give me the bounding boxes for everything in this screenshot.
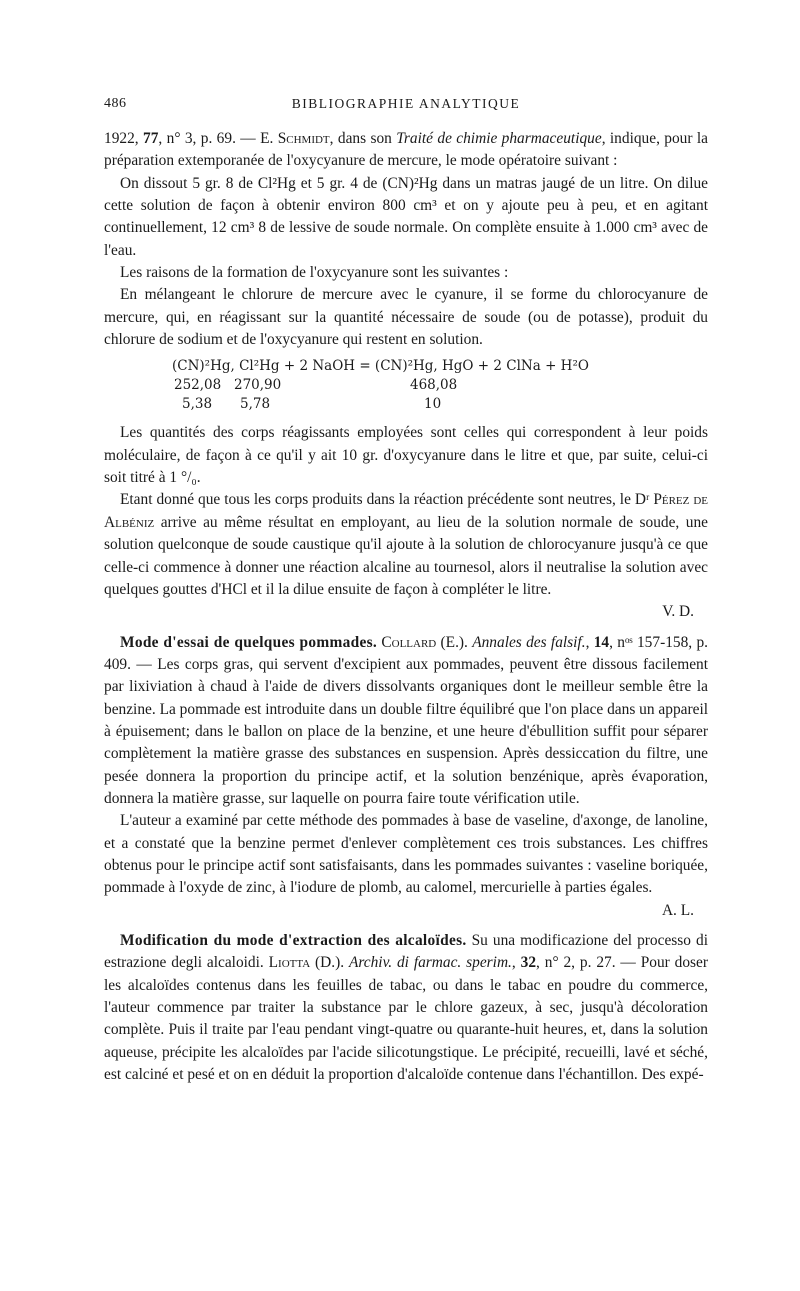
equation-line: (CN)²Hg, Cl²Hg + 2 NaOH = (CN)²Hg, HgO + 2 ClNa + H²O [172, 358, 589, 375]
article2-results: L'auteur a examiné par cette méthode des pommades à base de vaseline, d'axonge, de lanoline, et a constaté que la benzine permet d'enlever complètement ces trois substances. Les chiffres obtenus pour le principe actif sont satisfaisants, dans les pommades suivantes : vaseline boriquée, pommade à l'oxyde de zinc, à l'iodure de plomb, au calomel, mercurielle à parties égales. [104, 812, 708, 897]
book-title: Traité de chimie pharmaceutique [396, 130, 602, 147]
article2-signature: A. L. [661, 901, 694, 919]
equation-qty-3: 10 [424, 396, 442, 413]
article2-title: Mode d'essai de quelques pommades. [120, 633, 378, 651]
article3-body: Modification du mode d'extraction des alcaloïdes. Su una modificazione del processo di estrazione degli alcaloidi. Liotta (D.). Archiv. di farmac. sperim., 32, n° 2, p. 27. — Pour doser les alcaloïdes contenus dans les feuilles de tabac, ou dans le tabac en poudre du commerce, l'auteur commence par traiter la substance par le chlore gazeux, à sec, jusqu'à décoloration complète. Puis il traite par l'eau pendant vingt-quatre ou quarante-huit heures, et, dans la solution aqueuse, précipite les alcaloïdes par l'acide silicotungstique. Le précipité, recueilli, lavé et séché, est calciné et pesé et on en déduit la proportion d'alcaloïde contenue dans l'échantillon. Des expé- [104, 932, 708, 1084]
chemical-equation [104, 357, 708, 414]
article1-reasons: Les raisons de la formation de l'oxycyanure sont les suivantes : [120, 264, 509, 282]
article1-explanation: En mélangeant le chlorure de mercure avec le cyanure, il se forme du chlorocyanure de mercure, qui, en réagissant sur la quantité nécessaire de soude (ou de potasse), produit du chlorure de sodium et de l'oxycyanure qui restent en solution. [104, 286, 708, 349]
equation-qty-1: 5,38 [182, 396, 213, 413]
article1-quantities: Les quantités des corps réagissants employées sont celles qui correspondent à leur poids moléculaire, de façon à ce qu'il y ait 10 gr. d'oxycyanure dans le litre et que, par suite, celui-ci soit titré à 1 °/₀. [104, 424, 708, 487]
page-number: 486 [104, 96, 127, 111]
equation-weight-2: 270,90 [234, 377, 282, 394]
equation-weight-3: 468,08 [410, 377, 458, 394]
author-name: Collard [381, 633, 437, 651]
article2-body: Mode d'essai de quelques pommades. Collard (E.). Annales des falsif., 14, nᵒˢ 157-158, p. 409. — Les corps gras, qui servent d'excipient aux pommades, peuvent être dissous facilement par lixiviation à chaud à l'aide de divers dissolvants organiques dont le meilleur semble être la benzine. La pommade est introduite dans un double filtre équilibré que l'on place dans un appareil à épuisement; dans le ballon on place de la benzine, et une heure d'ébullition suffit pour séparer complètement la matière grasse des substances en suspension. Après dessiccation du filtre, une pesée donnera la proportion du principe actif, et la solution benzénique, après évaporation, donnera la matière grasse, sur laquelle on pourra faire toute vérification utile. [104, 633, 708, 807]
page-body [104, 128, 708, 1086]
article1-alternative: Etant donné que tous les corps produits dans la réaction précédente sont neutres, le Dʳ Pérez de Albéniz arrive au même résultat en employant, au lieu de la solution normale de soude, une solution quelconque de soude caustique qu'il ajoute à la solution de chlorocyanure jusqu'à ce que celle-ci commence à donner une réaction alcaline au tournesol, alors il neutralise la solution avec quelques gouttes d'HCl et il la dilue ensuite de façon à compléter le litre. [104, 491, 708, 598]
journal-name: Annales des falsif. [472, 633, 586, 651]
equation-qty-2: 5,78 [240, 396, 271, 413]
journal-name: Archiv. di farmac. sperim. [348, 954, 512, 972]
author-name: Pérez de Albéniz [104, 491, 708, 531]
running-title: BIBLIOGRAPHIE ANALYTIQUE [291, 96, 521, 111]
article3-title: Modification du mode d'extraction des alcaloïdes. [120, 932, 467, 949]
article1-intro: 1922, 77, n° 3, p. 69. — E. Schmidt, dans son Traité de chimie pharmaceutique, indique, pour la préparation extemporanée de l'oxycyanure de mercure, le mode opératoire suivant : [104, 130, 708, 170]
author-name: Schmidt [277, 130, 330, 147]
equation-weight-1: 252,08 [174, 377, 222, 394]
article1-procedure: On dissout 5 gr. 8 de Cl²Hg et 5 gr. 4 de (CN)²Hg dans un matras jaugé de un litre. On dilue cette solution de façon à obtenir environ 800 cm³ et on y ajoute peu à peu, et en agitant continuellement, 12 cm³ 8 de lessive de soude normale. On complète ensuite à 1.000 cm³ avec de l'eau. [104, 174, 708, 259]
running-header [104, 96, 708, 118]
author-name: Liotta [268, 954, 311, 972]
article1-signature: V. D. [662, 603, 694, 621]
